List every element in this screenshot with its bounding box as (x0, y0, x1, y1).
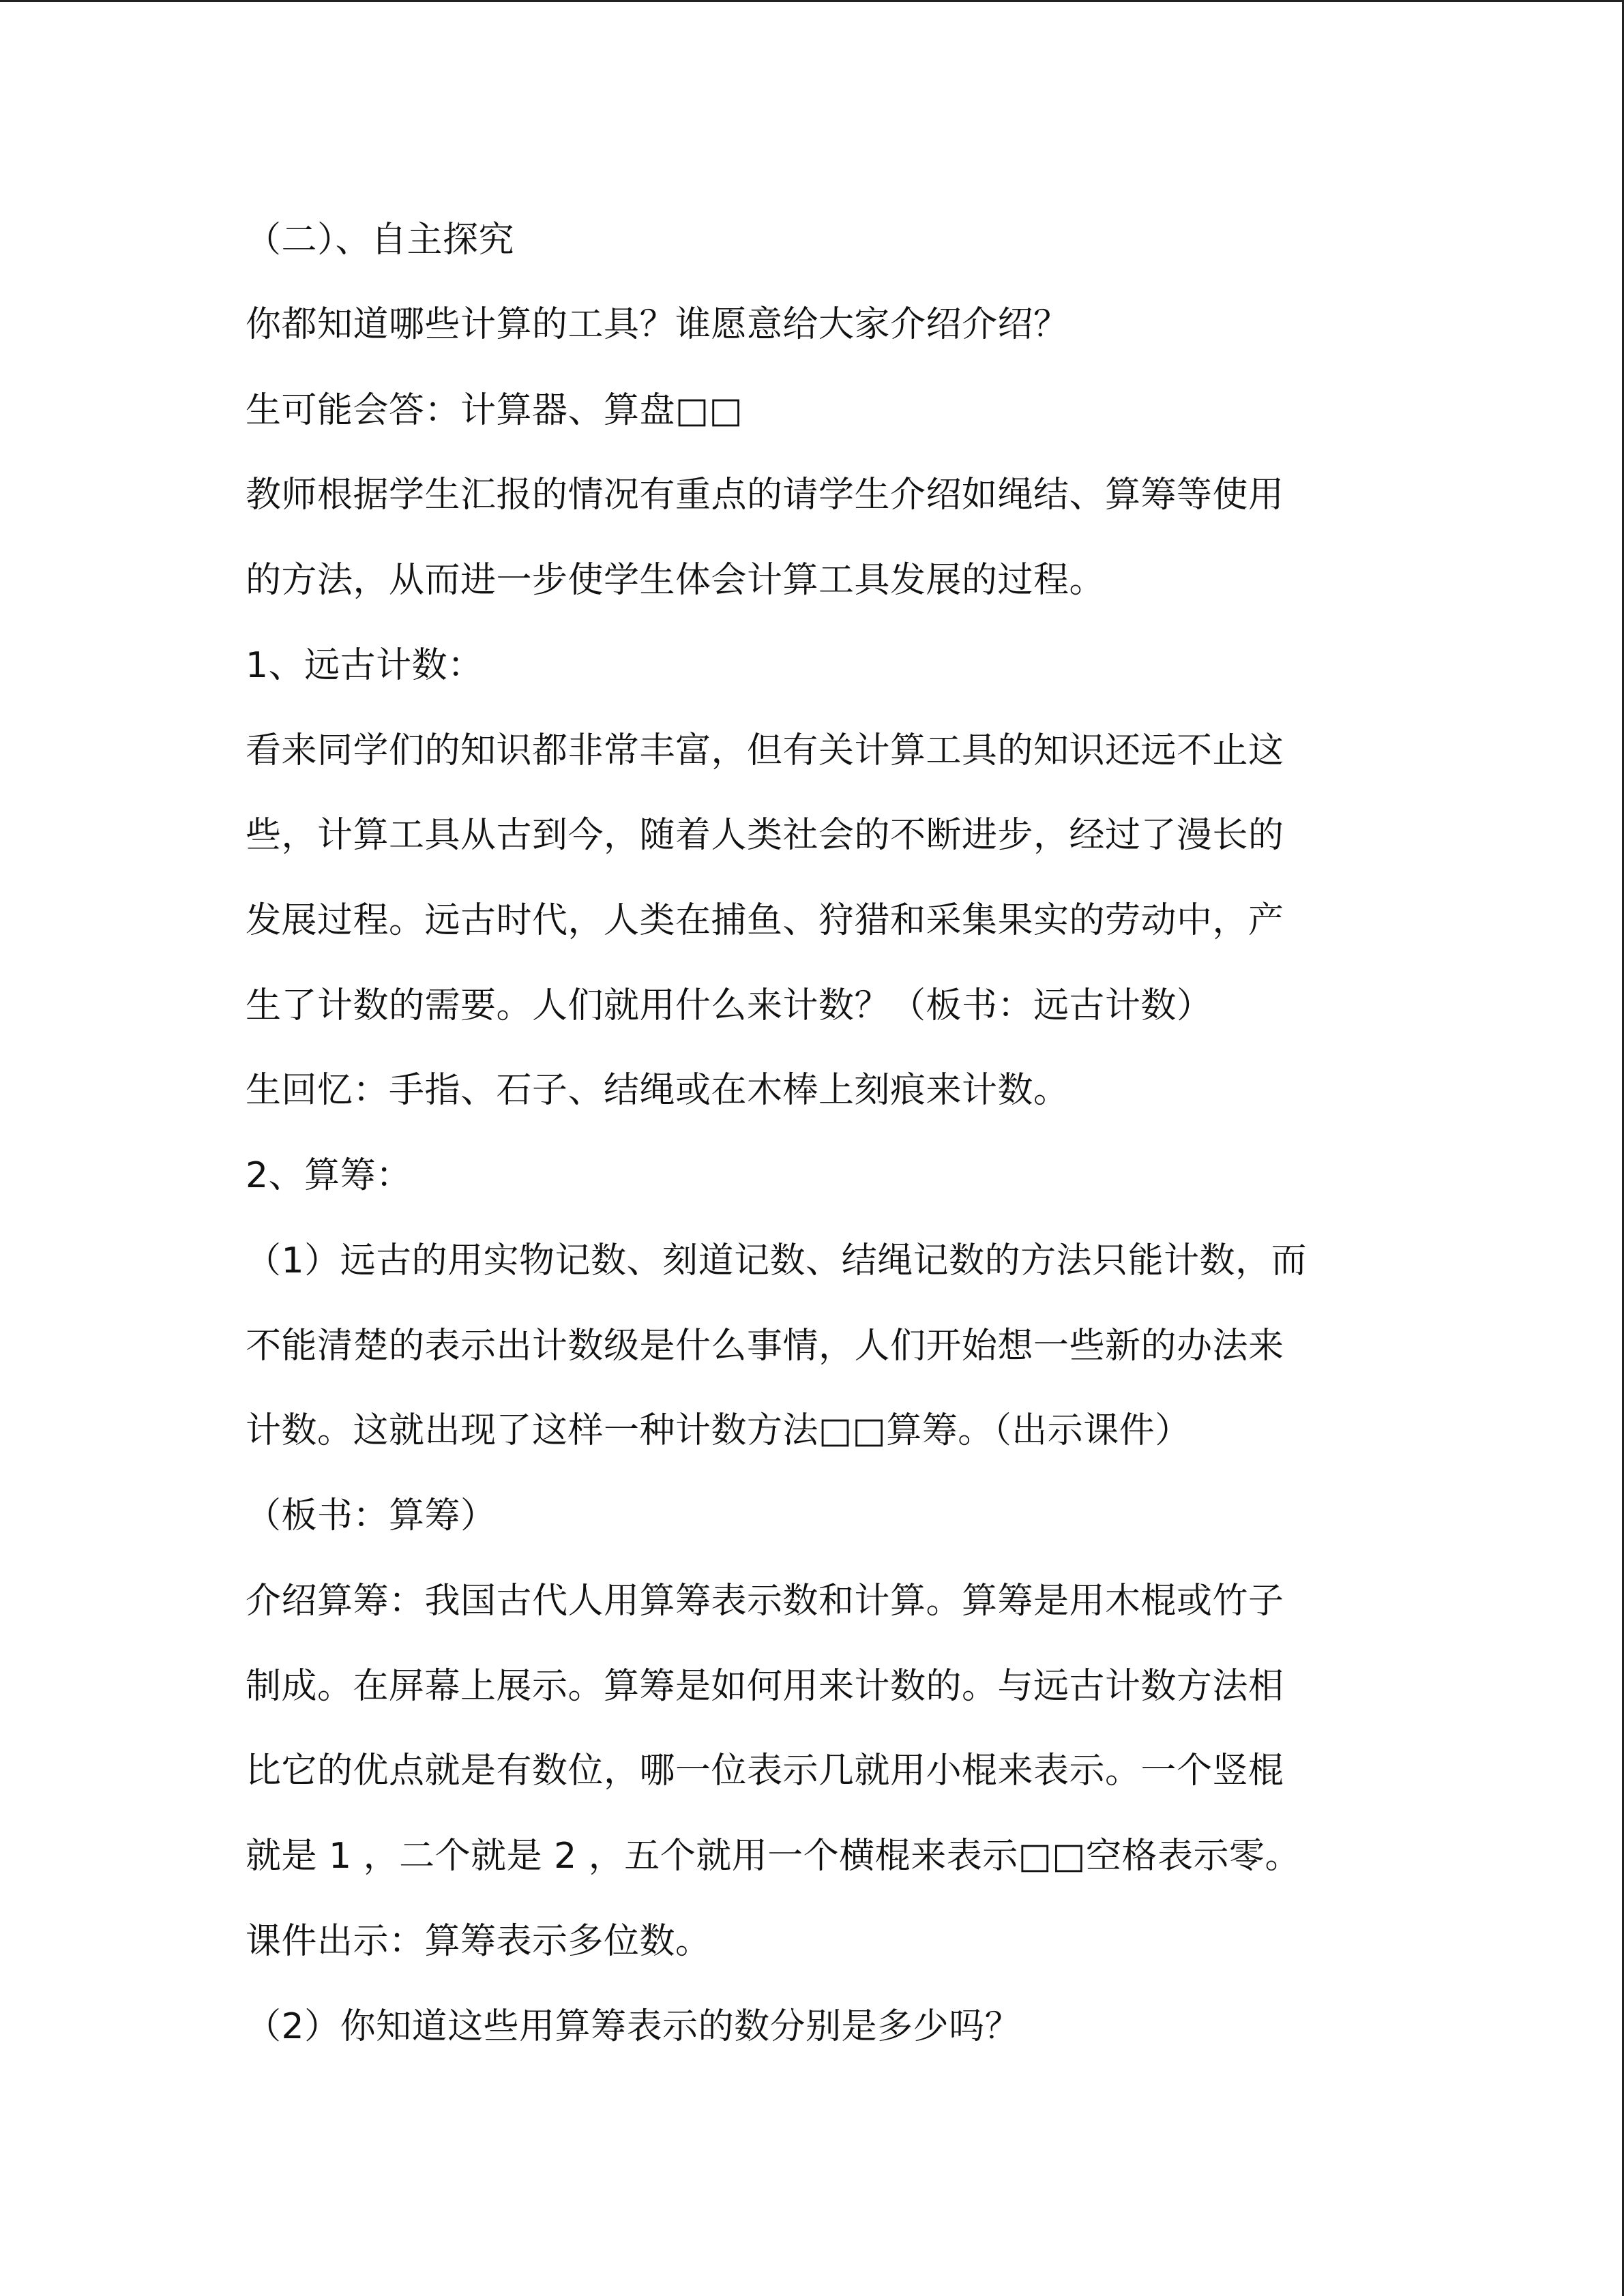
paragraph-line: 生可能会答：计算器、算盘□□ (246, 390, 743, 431)
subsection-heading: 2、算筹： (246, 1155, 412, 1196)
paragraph-line: 计数。这就出现了这样一种计数方法□□算筹。（出示课件） (246, 1410, 1191, 1451)
paragraph-line: 生了计数的需要。人们就用什么来计数？（板书：远古计数） (246, 985, 1213, 1026)
paragraph-line: 介绍算筹：我国古代人用算筹表示数和计算。算筹是用木棍或竹子 (246, 1581, 1284, 1622)
paragraph-line: 发展过程。远古时代，人类在捕鱼、狩猎和采集果实的劳动中，产 (246, 900, 1284, 941)
page-top-border (0, 0, 1624, 2)
paragraph-line: 就是 1 ，二个就是 2 ，五个就用一个横棍来表示□□空格表示零。 (246, 1836, 1301, 1877)
paragraph-line: 的方法，从而进一步使学生体会计算工具发展的过程。 (246, 560, 1106, 601)
paragraph-line: 不能清楚的表示出计数级是什么事情，人们开始想一些新的办法来 (246, 1326, 1284, 1367)
paragraph-line: （1）远古的用实物记数、刻道记数、结绳记数的方法只能计数，而 (246, 1240, 1308, 1281)
paragraph-line: 些，计算工具从古到今，随着人类社会的不断进步，经过了漫长的 (246, 815, 1284, 856)
paragraph-line: 生回忆：手指、石子、结绳或在木棒上刻痕来计数。 (246, 1070, 1069, 1111)
paragraph-line: 课件出示：算筹表示多位数。 (246, 1921, 711, 1962)
section-heading: （二）、自主探究 (246, 220, 515, 260)
paragraph-line: （2）你知道这些用算筹表示的数分别是多少吗？ (246, 2006, 1021, 2047)
paragraph-line: （板书：算筹） (246, 1495, 497, 1536)
paragraph-line: 制成。在屏幕上展示。算筹是如何用来计数的。与远古计数方法相 (246, 1666, 1284, 1707)
subsection-heading: 1、远古计数： (246, 645, 484, 686)
paragraph-line: 看来同学们的知识都非常丰富，但有关计算工具的知识还远不止这 (246, 730, 1284, 771)
paragraph-line: 你都知道哪些计算的工具？谁愿意给大家介绍介绍？ (246, 304, 1069, 345)
paragraph-line: 比它的优点就是有数位，哪一位表示几就用小棍来表示。一个竖棍 (246, 1750, 1284, 1791)
paragraph-line: 教师根据学生汇报的情况有重点的请学生介绍如绳结、算筹等使用 (246, 475, 1284, 516)
